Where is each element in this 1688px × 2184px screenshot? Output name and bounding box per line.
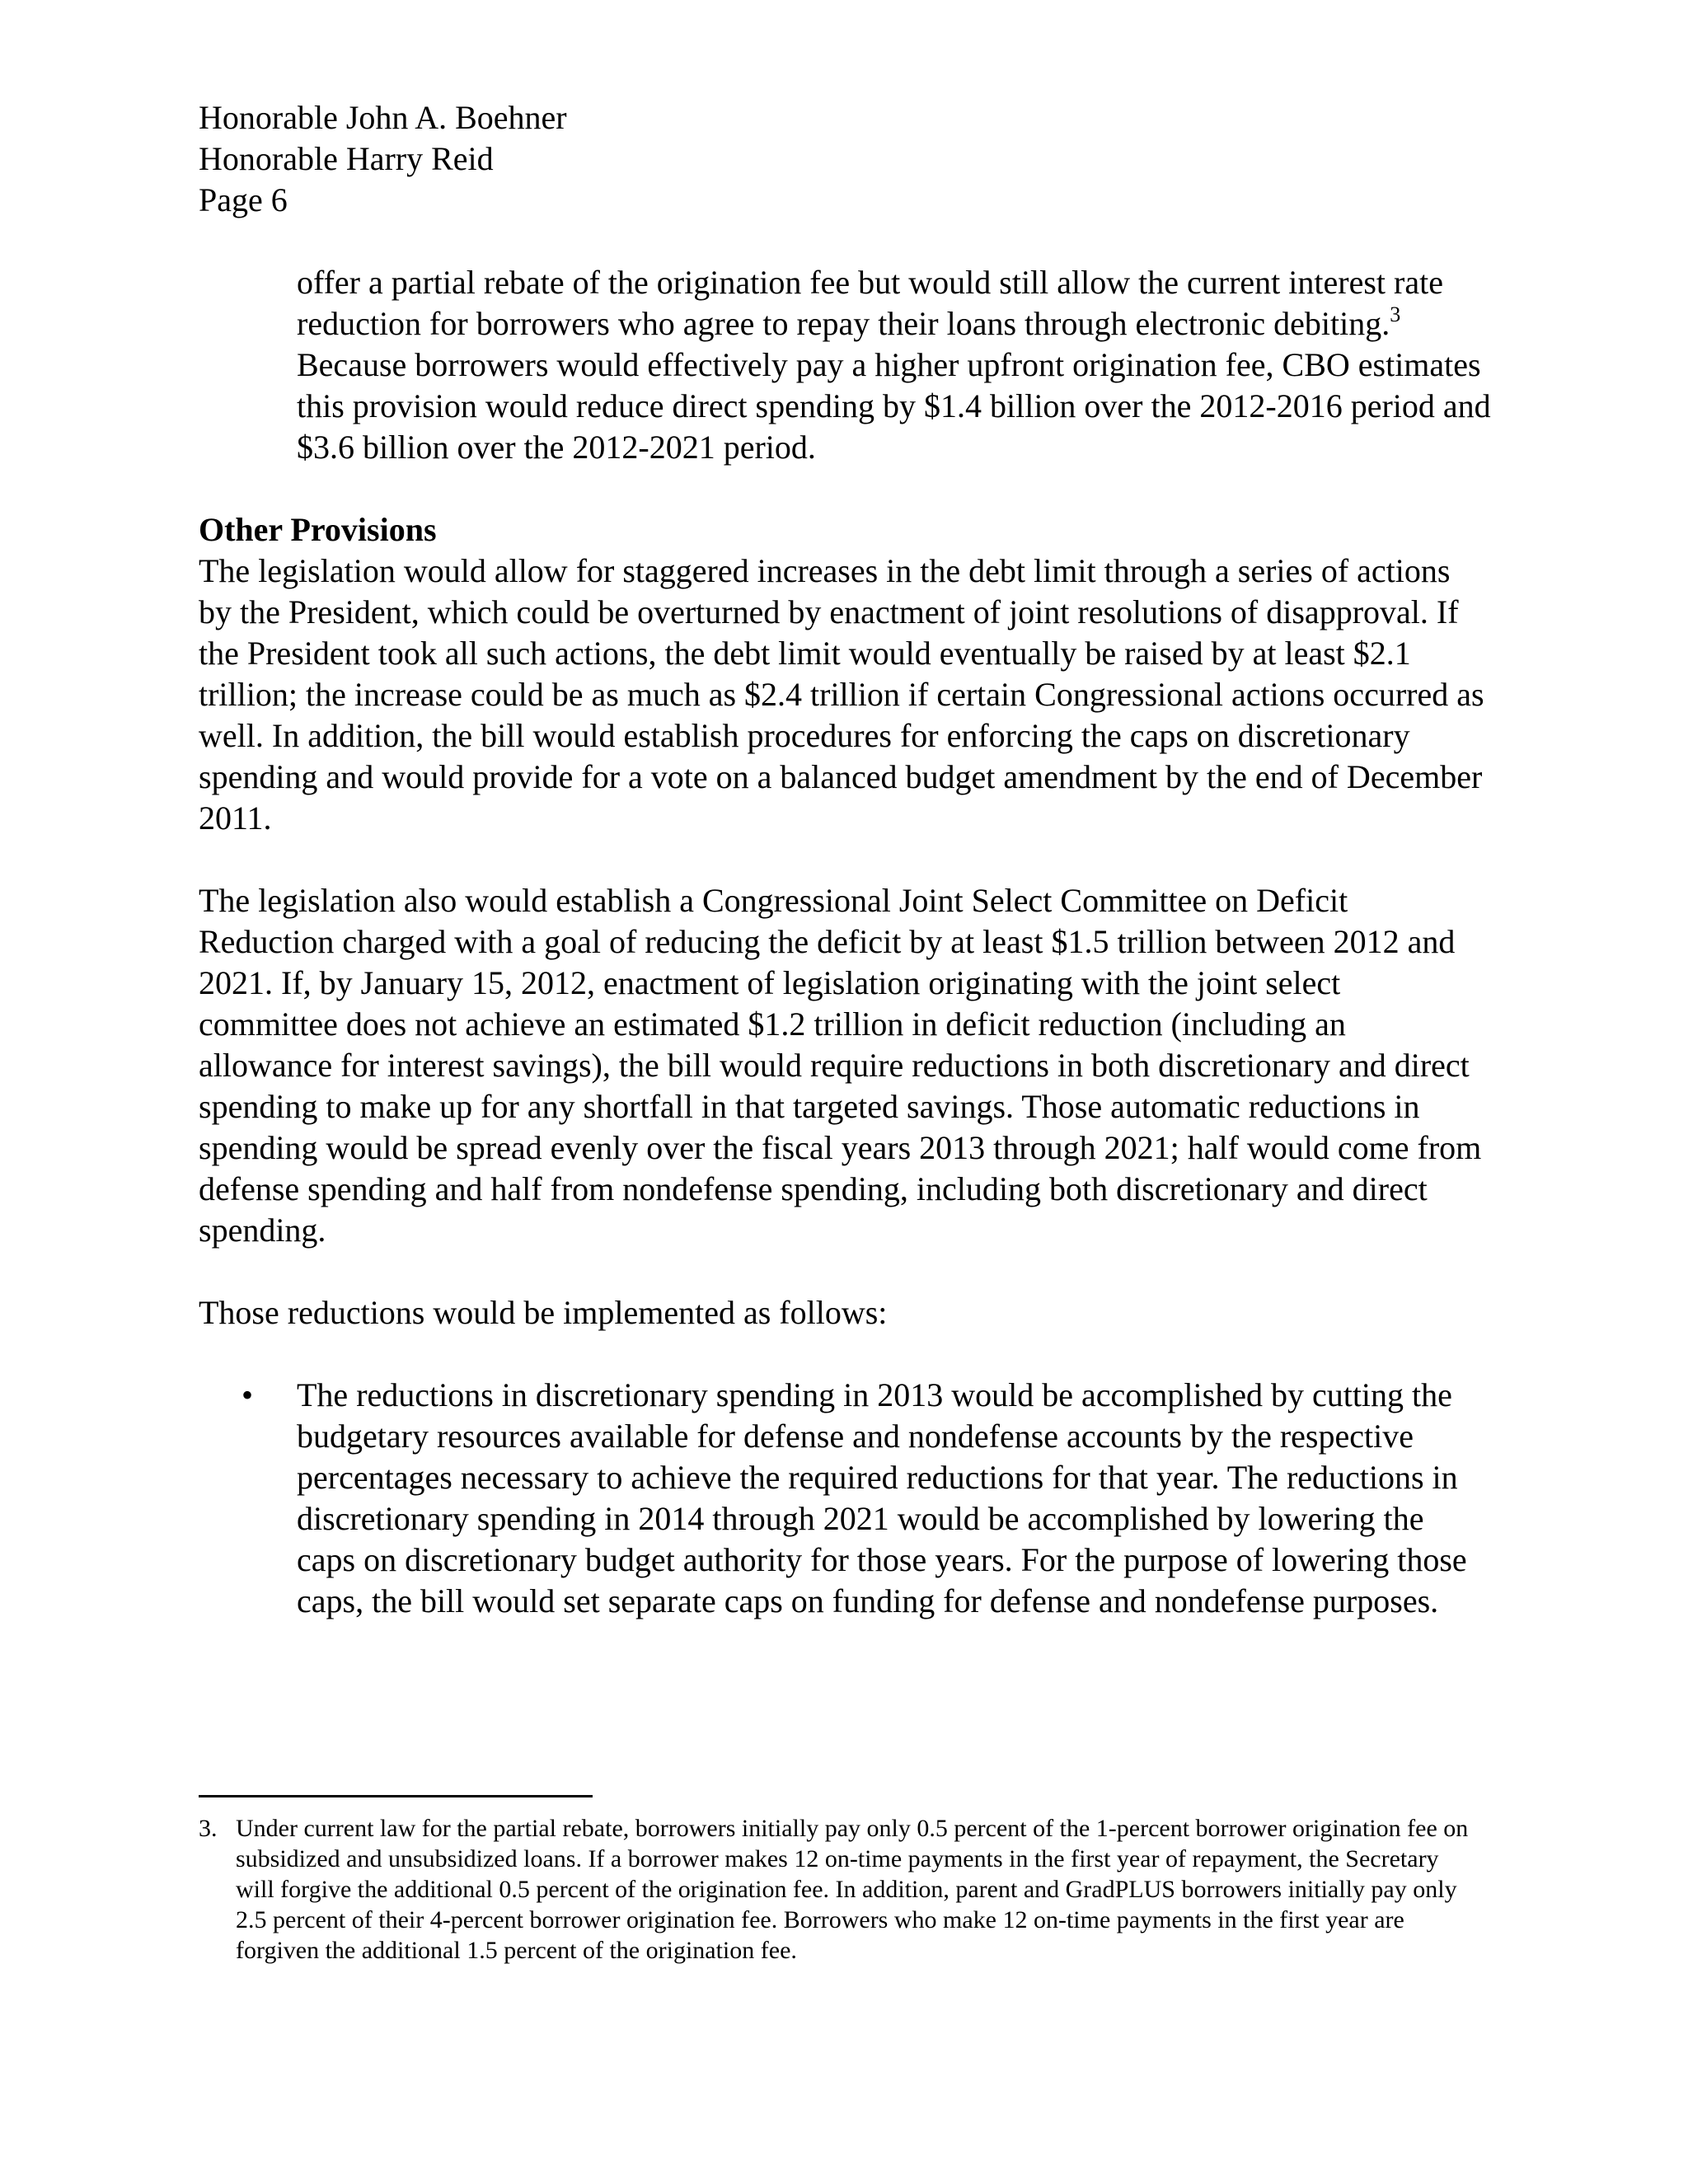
- continued-paragraph: [297, 262, 1492, 468]
- footnote-divider: [199, 1795, 593, 1797]
- addressee-line-1: Honorable John A. Boehner: [199, 99, 567, 136]
- bullet-item: [199, 1375, 1484, 1622]
- footnote: [199, 1813, 1484, 1966]
- addressee-line-2: Honorable Harry Reid: [199, 140, 494, 177]
- bullet-text: The reductions in discretionary spending in 2013 would be accomplished by cutting the budgetary resources available for defense and nondefense accounts by the respective percentages necessary to achieve the required reductions for that year. The reductions in discretionary spending in 2014 through 2021 would be accomplished by lowering the caps on discretionary budget authority for those years. For the purpose of lowering those caps, the bill would set separate caps on funding for defense and nondefense purposes.: [297, 1376, 1467, 1619]
- paragraph-implementation-intro: Those reductions would be implemented as follows:: [199, 1294, 888, 1331]
- continued-text-part-2: Because borrowers would effectively pay a higher upfront origination fee, CBO estimates this provision would reduce direct spending by $1.4 billion over the 2012-2016 period and $3.6 billion over the 2012-2021 period.: [297, 346, 1491, 466]
- page-number: Page 6: [199, 181, 288, 218]
- bullet-icon: •: [241, 1376, 254, 1413]
- footnote-number: 3.: [199, 1815, 218, 1842]
- section-heading: Other Provisions: [199, 511, 437, 548]
- letter-header: [199, 97, 1484, 221]
- continued-text-part-1: offer a partial rebate of the origination fee but would still allow the current interest rate reduction for borrowers who agree to repay their loans through electronic debiting.: [297, 264, 1443, 342]
- footnote-text: Under current law for the partial rebate, borrowers initially pay only 0.5 percent of the 1-percent borrower origination fee on subsidized and unsubsidized loans. If a borrower makes 12 on-time payments in the first year of repayment, the Secretary will forgive the additional 0.5 percent of the origination fee. In addition, parent and GradPLUS borrowers initially pay only 2.5 percent of their 4-percent borrower origination fee. Borrowers who make 12 on-time payments in the first year are forgiven the additional 1.5 percent of the origination fee.: [236, 1815, 1469, 1964]
- footnote-reference[interactable]: 3: [1390, 302, 1401, 326]
- paragraph-debt-limit: The legislation would allow for staggered increases in the debt limit through a series of actions by the President, which could be overturned by enactment of joint resolutions of disapproval. If the President took all such actions, the debt limit would eventually be raised by at least $2.1 trillion; the increase could be as much as $2.4 trillion if certain Congressional actions occurred as well. In addition, the bill would establish procedures for enforcing the caps on discretionary spending and would provide for a vote on a balanced budget amendment by the end of December 2011.: [199, 552, 1484, 837]
- other-provisions-section: [199, 509, 1484, 1622]
- paragraph-joint-select-committee: The legislation also would establish a Congressional Joint Select Committee on Deficit Reduction charged with a goal of reducing the deficit by at least $1.5 trillion between 2012 and 2021. If, by January 15, 2012, enactment of legislation originating with the joint select committee does not achieve an estimated $1.2 trillion in deficit reduction (including an allowance for interest savings), the bill would require reductions in both discretionary and direct spending to make up for any shortfall in that targeted savings. Those automatic reductions in spending would be spread evenly over the fiscal years 2013 through 2021; half would come from defense spending and half from nondefense spending, including both discretionary and direct spending.: [199, 882, 1482, 1249]
